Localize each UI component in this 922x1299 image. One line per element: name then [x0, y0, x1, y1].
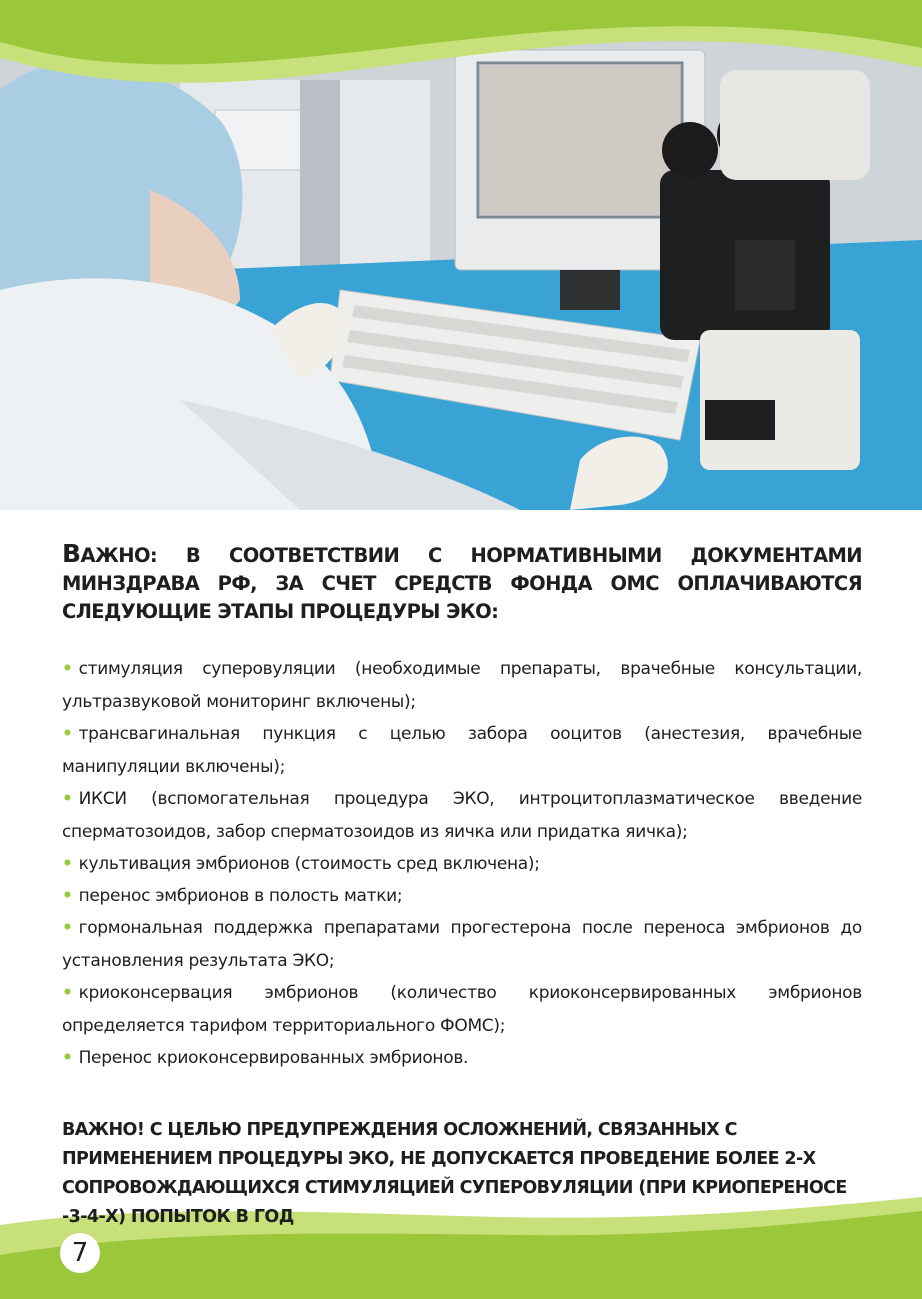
list-item [62, 783, 862, 849]
list-item-text: стимуляция суперовуляции (необходимые препараты, врачебные консультации, ультразвуковой мониторинг включены); [62, 659, 862, 712]
bullet-icon: • [62, 659, 73, 679]
list-item-text: гормональная поддержка препаратами прогестерона после переноса эмбрионов до установления результата ЭКО; [62, 918, 862, 971]
list-item [62, 880, 862, 913]
list-item-text: трансвагинальная пункция с целью забора ооцитов (анестезия, врачебные манипуляции включены); [62, 724, 862, 777]
list-item [62, 912, 862, 978]
important-headline [62, 540, 862, 626]
list-item-text: ИКСИ (вспомогательная процедура ЭКО, интроцитоплазматическое введение сперматозоидов, забор сперматозоидов из яичка или придатка яичка); [62, 789, 862, 842]
list-item-text: криоконсервация эмбрионов (количество криоконсервированных эмбрионов определяется тарифом территориального ФОМС); [62, 983, 862, 1036]
page-number: 7 [60, 1233, 100, 1273]
list-item [62, 977, 862, 1043]
list-item-text: перенос эмбрионов в полость матки; [78, 886, 403, 906]
list-item [62, 653, 862, 719]
bullet-icon: • [62, 854, 73, 874]
list-item-text: культивация эмбрионов (стоимость сред включена); [78, 854, 540, 874]
list-item [62, 718, 862, 784]
lab-photo [0, 40, 922, 510]
bullet-icon: • [62, 724, 73, 744]
bullet-icon: • [62, 886, 73, 906]
list-item [62, 1042, 862, 1075]
warning-text: ВАЖНО! С ЦЕЛЬЮ ПРЕДУПРЕЖДЕНИЯ ОСЛОЖНЕНИЙ, СВЯЗАННЫХ С ПРИМЕНЕНИЕМ ПРОЦЕДУРЫ ЭКО, НЕ ДОПУСКАЕТСЯ ПРОВЕДЕНИЕ БОЛЕЕ 2-Х СОПРОВОЖДАЮЩИХСЯ СТИМУЛЯЦИЕЙ СУПЕРОВУЛЯЦИИ (ПРИ КРИОПЕРЕНОСЕ -3-4-Х) ПОПЫТОК В ГОД [62, 1120, 847, 1227]
bullet-icon: • [62, 1048, 73, 1068]
list-item [62, 848, 862, 881]
list-item-text: Перенос криоконсервированных эмбрионов. [78, 1048, 469, 1068]
headline-text: АЖНО: В СООТВЕТСТВИИ С НОРМАТИВНЫМИ ДОКУМЕНТАМИ МИНЗДРАВА РФ, ЗА СЧЕТ СРЕДСТВ ФОНДА ОМС ОПЛАЧИВАЮТСЯ СЛЕДУЮЩИЕ ЭТАПЫ ПРОЦЕДУРЫ ЭКО: [62, 544, 862, 623]
bullet-icon: • [62, 983, 73, 1003]
bullet-icon: • [62, 789, 73, 809]
top-green-wave [0, 0, 922, 110]
covered-stages-list [62, 653, 862, 1074]
headline-cap-letter: В [62, 539, 81, 568]
bullet-icon: • [62, 918, 73, 938]
